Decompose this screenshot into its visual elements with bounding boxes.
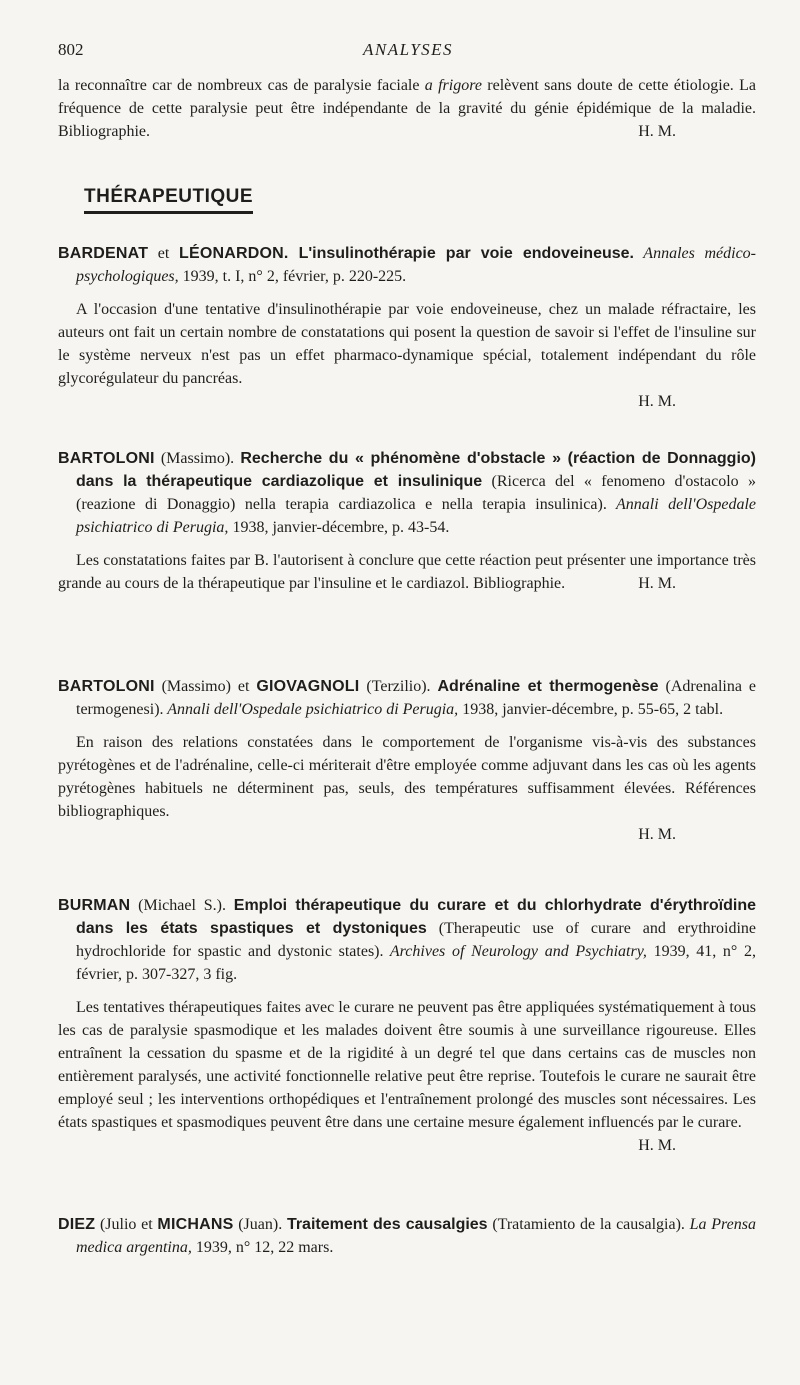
running-title: ANALYSES xyxy=(362,40,454,59)
entry-abstract xyxy=(58,549,756,595)
article-title: Emploi thérapeutique du curare et du chlorhydrate d'érythroïdine dans les états spastiques et dystoniques xyxy=(76,897,757,937)
entry-bardenat xyxy=(58,242,756,413)
journal: Annales médico-psychologiques, xyxy=(76,245,756,285)
reference: 1939, t. I, n° 2, février, p. 220-225. xyxy=(178,268,407,285)
article-title: Recherche du « phénomène d'obstacle » (réaction de Donnaggio) dans la thérapeutique cardiazolique et insulinique xyxy=(76,450,756,490)
signature: H. M. xyxy=(638,393,676,410)
entry-abstract xyxy=(58,996,756,1154)
connector: (Julio et xyxy=(95,1216,158,1233)
journal: La Prensa medica argentina, xyxy=(76,1216,757,1256)
reference: 1938, janvier-décembre, p. 55-65, 2 tabl. xyxy=(458,701,724,718)
signature: H. M. xyxy=(638,575,676,592)
reference: 1939, n° 12, 22 mars. xyxy=(191,1239,334,1256)
entry-abstract: En raison des relations constatées dans le comportement de l'organisme vis-à-vis des substances pyrétogènes et de l'adrénaline, celle-ci mériterait d'être employée comme adjuvant dans les cas où les agents pyrétogènes habituels ne déterminent pas, seuls, des températures suffisamment élevées. Références bibliographiques. xyxy=(58,734,756,820)
author: BARTOLONI xyxy=(58,450,155,467)
entry-abstract: A l'occasion d'une tentative d'insulinothérapie par voie endoveineuse, chez un malade réfractaire, les auteurs ont fait un certain nombre de constatations qui posent la question de savoir si l'effet de l'insuline sur le système nerveux n'est pas un effet pharmaco-dynamique spécial, totalement indépendant du rôle glycorégulateur du pancréas. xyxy=(58,301,756,387)
entry-burman xyxy=(58,894,756,1157)
author: GIOVAGNOLI xyxy=(256,678,360,695)
abstract-text: Les tentatives thérapeutiques faites avec le curare ne peuvent pas être appliquées systématiquement à tous les cas de paralysie spasmodique et les malades doivent être soumis à une surveillance rigoureuse. Elles entraînent la cessation du spasme et de la rigidité à un degré tel que dans certains cas de muscles non entièrement paralysés, une activité fonctionnelle relative peut être reprise. Toutefois le curare ne saurait être employé seul ; les interventions orthopédiques et l'entraînement prolongé des muscles sont nécessaires. Les états spastiques et spasmodiques peuvent être dans une certaine mesure également influencés par le curare. xyxy=(58,999,756,1131)
author: BARDENAT xyxy=(58,245,149,262)
signature: H. M. xyxy=(638,826,676,843)
reference: 1939, 41, n° 2, février, p. 307-327, 3 fig. xyxy=(76,943,756,983)
original-title: (Tratamiento de la causalgia). xyxy=(487,1216,685,1233)
article-title: L'insulinothérapie par voie endoveineuse. xyxy=(288,245,634,262)
page-number: 802 xyxy=(58,40,84,59)
intro-italic: a frigore xyxy=(424,77,482,94)
author: DIEZ xyxy=(58,1216,96,1233)
article-title: Adrénaline et thermogenèse xyxy=(437,678,659,695)
connector: (Massimo) et xyxy=(154,678,257,695)
author: LÉONARDON. xyxy=(178,245,289,262)
author: MICHANS xyxy=(157,1216,234,1233)
entry-citation xyxy=(58,675,756,721)
entry-bartoloni-2 xyxy=(58,675,756,846)
intro-text: la reconnaître car de nombreux cas de paralysie faciale xyxy=(58,77,425,94)
entry-bartoloni-1 xyxy=(58,447,756,595)
connector: et xyxy=(148,245,179,262)
signature: H. M. xyxy=(638,123,676,140)
journal: Archives of Neurology and Psychiatry, xyxy=(383,943,647,960)
entry-citation xyxy=(58,447,756,539)
section-title: THÉRAPEUTIQUE xyxy=(84,186,253,214)
connector: (Michael S.). xyxy=(130,897,234,914)
signature: H. M. xyxy=(638,1137,676,1154)
author: BARTOLONI xyxy=(58,678,155,695)
original-title: (Ricerca del « fenomeno d'ostacolo » (reazione di Donaggio) nella terapia cardiazolica e nella terapia insulinica). xyxy=(76,473,757,513)
entry-citation xyxy=(58,242,756,288)
original-title: (Adrenalina e termogenesi). xyxy=(76,678,756,718)
entry-diez xyxy=(58,1213,756,1259)
entry-citation xyxy=(58,894,756,986)
reference: 1938, janvier-décembre, p. 43-54. xyxy=(228,519,450,536)
intro-paragraph xyxy=(58,74,756,143)
journal: Annali dell'Ospedale psichiatrico di Perugia, xyxy=(163,701,459,718)
article-title: Traitement des causalgies xyxy=(286,1216,488,1233)
running-head xyxy=(58,40,758,66)
author: BURMAN xyxy=(58,897,131,914)
connector: (Massimo). xyxy=(154,450,241,467)
abstract-text: Les constatations faites par B. l'autorisent à conclure que cette réaction peut présenter une importance très grande au cours de la thérapeutique par l'insuline et le cardiazol. Bibliographie. xyxy=(58,552,756,592)
connector: (Juan). xyxy=(233,1216,287,1233)
original-title: (Therapeutic use of curare and erythroidine hydrochloride for spastic and dystonic states). xyxy=(76,920,756,960)
entry-citation xyxy=(58,1213,756,1259)
journal: Annali dell'Ospedale psichiatrico di Perugia, xyxy=(76,496,757,536)
intro-text-cont: relèvent sans doute de cette étiologie. La fréquence de cette paralysie peut être indépendante de la gravité du génie épidémique de la maladie. Bibliographie. xyxy=(58,77,756,140)
connector: (Terzilio). xyxy=(359,678,438,695)
